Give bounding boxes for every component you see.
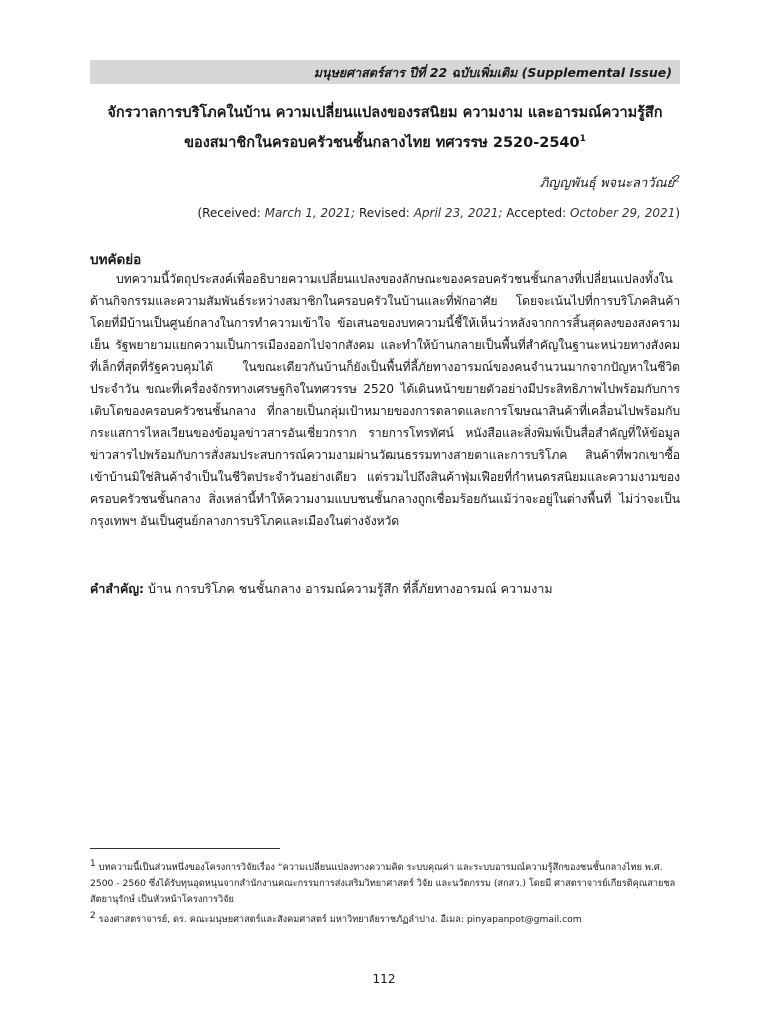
title-line-1: จักรวาลการบริโภคในบ้าน ความเปลี่ยนแปลงของรสนิยม ความงาม และอารมณ์ความรู้สึก xyxy=(107,105,663,121)
footnote-1-number: 1 xyxy=(90,859,96,869)
keywords-label: คำสำคัญ: xyxy=(90,581,145,596)
received-label: Received: xyxy=(202,206,261,220)
title-line-2: ของสมาชิกในครอบครัวชนชั้นกลางไทย ทศวรรษ 2520-2540$^1$ xyxy=(184,134,586,151)
journal-title: มนุษยศาสตร์สาร ปีที่ 22 ฉบับเพิ่มเติม (Supplemental Issue) xyxy=(313,65,672,80)
footnote-1-text: บทความนี้เป็นส่วนหนึ่งของโครงการวิจัยเรื่อง “ความเปลี่ยนแปลงทางความคิด ระบบคุณค่า และระบบอารมณ์ความรู้สึกของชนชั้นกลางไทย พ.ศ. 2500 - 2560 ซึ่งได้รับทุนอุดหนุนจากสำนักงานคณะกรรมการส่งเสริมวิทยาศาสตร์ วิจัย และนวัตกรรม (สกสว.) โดยมี ศาสตราจารย์เกียรติคุณสายชล สัตยานุรักษ์ เป็นหัวหน้าโครงการวิจัย xyxy=(90,862,676,906)
revised-label: Revised: xyxy=(358,206,410,220)
footnote-1 xyxy=(90,856,680,908)
revised-date: April 23, 2021; xyxy=(413,206,503,220)
keywords xyxy=(90,578,680,600)
keywords-text: บ้าน การบริโภค ชนชั้นกลาง อารมณ์ความรู้สึก ที่ลี้ภัยทางอารมณ์ ความงาม xyxy=(148,581,553,596)
article-title xyxy=(90,100,680,156)
article-dates: (Received: March 1, 2021; Revised: April 23, 2021; Accepted: October 29, 2021) xyxy=(197,206,680,220)
received-date: March 1, 2021; xyxy=(264,206,356,220)
accepted-label: Accepted: xyxy=(506,206,567,220)
footnote-2 xyxy=(90,908,680,928)
running-header xyxy=(90,60,680,84)
author-name: ภิญญพันธุ์ พจนะลาวัณย์$^2$ xyxy=(539,174,680,191)
abstract-heading: บทคัดย่อ xyxy=(90,252,142,268)
title-footnote-ref: 1 xyxy=(579,134,586,144)
abstract-body: บทความนี้วัตถุประสงค์เพื่ออธิบายความเปลี่ยนแปลงของลักษณะของครอบครัวชนชั้นกลางที่เปลี่ยนแปลงทั้งในด้านกิจกรรมและความสัมพันธ์ระหว่างสมาชิกในครอบครัวในบ้านและที่พักอาศัย โดยจะเน้นไปที่การบริโภคสินค้าโดยที่มีบ้านเป็นศูนย์กลางในการทำความเข้าใจ ข้อเสนอของบทความนี้ชี้ให้เห็นว่าหลังจากการสิ้นสุดลงของสงครามเย็น รัฐพยายามแยกความเป็นการเมืองออกไปจากสังคม และทำให้บ้านกลายเป็นพื้นที่สำคัญในฐานะหน่วยทางสังคมที่เล็กที่สุดที่รัฐควบคุมได้ ในขณะเดียวกันบ้านก็ยังเป็นพื้นที่ลี้ภัยทางอารมณ์ของคนจำนวนมากจากปัญหาในชีวิตประจำวัน ขณะที่เครื่องจักรทางเศรษฐกิจในทศวรรษ 2520 ได้เดินหน้าขยายตัวอย่างมีประสิทธิภาพไปพร้อมกับการเติบโตของครอบครัวชนชั้นกลาง ที่กลายเป็นกลุ่มเป้าหมายของการตลาดและการโฆษณาสินค้าที่เคลื่อนไปพร้อมกับกระแสการไหลเวียนของข้อมูลข่าวสารอันเชี่ยวกราก รายการโทรทัศน์ หนังสือและสิ่งพิมพ์เป็นสื่อสำคัญที่ให้ข้อมูลข่าวสารไปพร้อมกับการสั่งสมประสบการณ์ความงามผ่านวัฒนธรรมทางสายตาและการบริโภค สินค้าที่พวกเขาซื้อเข้าบ้านมิใช่สินค้าจำเป็นในชีวิตประจำวันอย่างเดียว แต่รวมไปถึงสินค้าฟุ่มเฟือยที่กำหนดรสนิยมและความงามของครอบครัวชนชั้นกลาง สิ่งเหล่านี้ทำให้ความงามแบบชนชั้นกลางถูกเชื่อมร้อยกันแม้ว่าจะอยู่ในต่างพื้นที่ ไม่ว่าจะเป็นกรุงเทพฯ อันเป็นศูนย์กลางการบริโภคและเมืองในต่างจังหวัด xyxy=(90,272,680,528)
author-footnote-ref: 2 xyxy=(674,174,680,185)
footnote-2-number: 2 xyxy=(90,911,96,922)
page-number: 112 xyxy=(372,972,396,986)
footnote-2-text: รองศาสตราจารย์, ดร. คณะมนุษยศาสตร์และสังคมศาสตร์ มหาวิทยาลัยราชภัฏลำปาง. อีเมล: pinyapanpot@gmail.com xyxy=(98,914,582,926)
footnote-divider xyxy=(90,848,280,849)
footnotes xyxy=(90,856,680,928)
accepted-date: October 29, 2021 xyxy=(570,206,676,220)
